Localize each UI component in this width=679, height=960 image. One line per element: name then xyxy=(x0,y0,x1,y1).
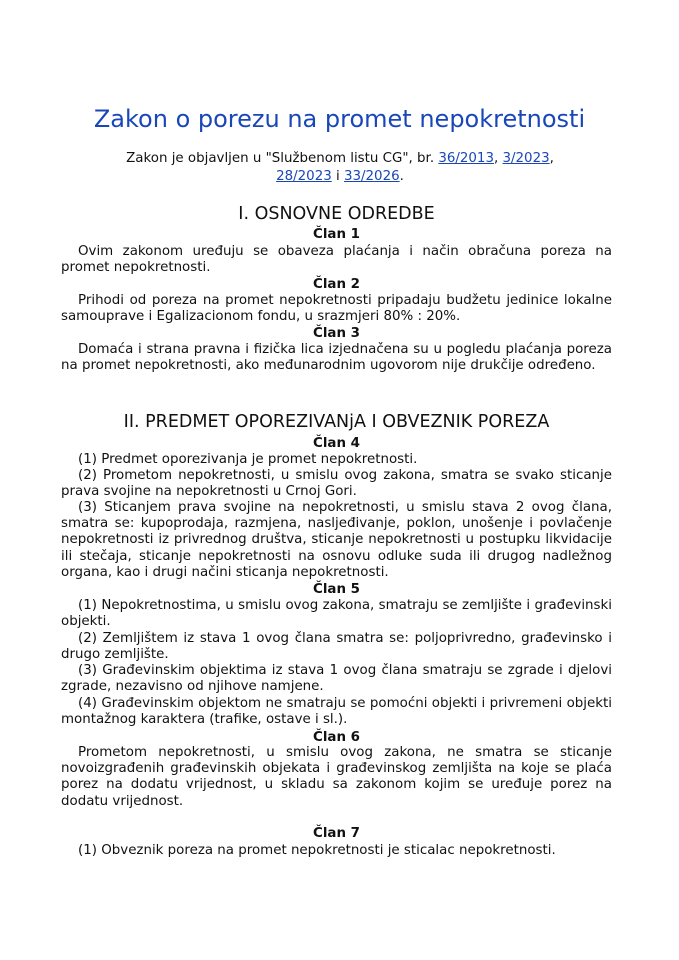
publication-prefix: Zakon je objavljen u "Službenom listu CG", br. xyxy=(126,151,439,166)
gazette-link-4[interactable]: 33/2026 xyxy=(343,169,400,184)
publication-note xyxy=(70,150,610,186)
article-paragraph: (4) Građevinskim objektom ne smatraju se pomoćni objekti i privremeni objekti montažnog karaktera (trafike, ostave i sl.). xyxy=(61,696,612,728)
article-paragraph: (2) Zemljištem iz stava 1 ovog člana smatra se: poljoprivredno, građevinsko i drugo zemljište. xyxy=(61,631,612,663)
article-paragraph: (1) Nepokretnostima, u smislu ovog zakona, smatraju se zemljište i građevinski objekti. xyxy=(61,598,612,630)
article-paragraph: (3) Sticanjem prava svojine na nepokretnosti, u smislu stava 2 ovog člana, smatra se: kupoprodaja, razmjena, nasljeđivanje, poklon, unošenje i povlačenje nepokretnosti iz privrednog društva, sticanje nepokretnosti u postupku likvidacije ili stečaja, sticanje nepokretnosti na osnovu odluke suda ili drugog nadležnog organa, kao i drugi načini sticanja nepokretnosti. xyxy=(61,500,612,580)
article-paragraph: (2) Prometom nepokretnosti, u smislu ovog zakona, smatra se svako sticanje prava svojine na nepokretnosti u Crnoj Gori. xyxy=(61,468,612,500)
section-heading: I. OSNOVNE ODREDBE xyxy=(238,204,435,224)
article-paragraph: (3) Građevinskim objektima iz stava 1 ovog člana smatraju se zgrade i djelovi zgrade, nezavisno od njihove namjene. xyxy=(61,663,612,695)
article-heading: Član 4 xyxy=(313,436,360,451)
article-paragraph: Ovim zakonom uređuju se obaveza plaćanja i način obračuna poreza na promet nepokretnosti. xyxy=(61,244,612,276)
article-heading: Član 6 xyxy=(313,730,360,745)
article-paragraph: Prihodi od poreza na promet nepokretnosti pripadaju budžetu jedinice lokalne samouprave i Egalizacionom fondu, u srazmjeri 80% : 20%. xyxy=(61,293,612,325)
article-paragraph: (1) Obveznik poreza na promet nepokretnosti je sticalac nepokretnosti. xyxy=(78,843,556,858)
publication-separator: , xyxy=(549,151,554,166)
gazette-link-2[interactable]: 3/2023 xyxy=(502,151,550,166)
publication-suffix: . xyxy=(399,169,404,184)
article-paragraph: Domaća i strana pravna i fizička lica izjednačena su u pogledu plaćanja poreza na promet nepokretnosti, ako međunarodnim ugovorom nije drukčije određeno. xyxy=(61,342,612,374)
law-title: Zakon o porezu na promet nepokretnosti xyxy=(93,105,586,133)
article-paragraph: (1) Predmet oporezivanja je promet nepokretnosti. xyxy=(78,452,418,467)
article-heading: Član 3 xyxy=(313,326,360,341)
article-heading: Član 1 xyxy=(313,227,360,242)
article-heading: Član 7 xyxy=(313,826,360,841)
gazette-link-1[interactable]: 36/2013 xyxy=(438,151,494,166)
article-paragraph: Prometom nepokretnosti, u smislu ovog zakona, ne smatra se sticanje novoizgrađenih građevinskih objekata i građevinskog zemljišta na koje se plaća porez na dodatu vrijednost, u skladu sa zakonom kojim se uređuje porez na dodatu vrijednost. xyxy=(61,745,612,809)
section-heading: II. PREDMET OPOREZIVANjA I OBVEZNIK POREZA xyxy=(123,412,550,432)
gazette-link-3[interactable]: 28/2023 xyxy=(276,169,332,184)
article-heading: Član 2 xyxy=(313,277,360,292)
article-heading: Član 5 xyxy=(313,582,360,597)
publication-separator: , xyxy=(493,151,503,166)
publication-separator: i xyxy=(331,169,344,184)
